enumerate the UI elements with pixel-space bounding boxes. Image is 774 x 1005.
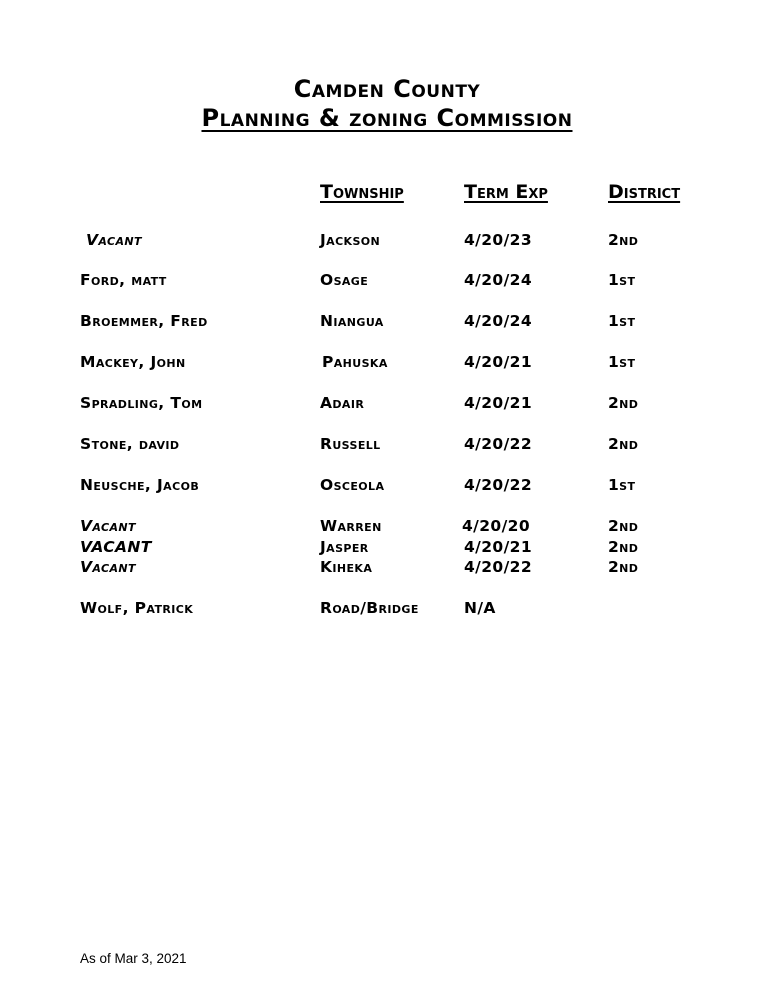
member-term: N/A (464, 599, 496, 617)
member-district: 2nd (608, 231, 639, 249)
member-district: 2nd (608, 394, 639, 412)
member-township: Warren (320, 517, 382, 535)
member-term: 4/20/21 (464, 353, 533, 371)
document-subtitle: Planning & zoning Commission (201, 104, 573, 132)
member-name: Vacant (80, 558, 136, 576)
member-name: Broemmer, Fred (80, 312, 208, 330)
column-header-district: District (608, 181, 681, 203)
member-term: 4/20/21 (464, 394, 533, 412)
member-township: Jasper (320, 538, 369, 556)
member-term: 4/20/21 (464, 538, 533, 556)
document-title: Camden County (293, 75, 481, 103)
member-name: Spradling, Tom (80, 394, 203, 412)
member-district: 2nd (608, 558, 639, 576)
member-district: 1st (608, 312, 636, 330)
member-name: Vacant (80, 517, 136, 535)
member-township: Road/Bridge (320, 599, 419, 617)
member-term: 4/20/20 (462, 517, 531, 535)
member-term: 4/20/22 (464, 558, 533, 576)
member-township: Pahuska (322, 353, 388, 371)
member-name: Neusche, Jacob (80, 476, 200, 494)
member-name: Stone, david (80, 435, 180, 453)
member-township: Niangua (320, 312, 384, 330)
member-district: 2nd (608, 538, 639, 556)
member-term: 4/20/24 (464, 271, 533, 289)
member-township: Adair (320, 394, 365, 412)
member-district: 2nd (608, 435, 639, 453)
member-name: VACANT (80, 538, 152, 556)
member-name: Wolf, Patrick (80, 599, 194, 617)
member-township: Jackson (320, 231, 381, 249)
member-district: 1st (608, 476, 636, 494)
member-term: 4/20/24 (464, 312, 533, 330)
member-township: Kiheka (320, 558, 373, 576)
member-term: 4/20/23 (464, 231, 533, 249)
member-township: Osage (320, 271, 369, 289)
column-header-township: Township (320, 181, 404, 203)
member-district: 2nd (608, 517, 639, 535)
member-district: 1st (608, 353, 636, 371)
member-term: 4/20/22 (464, 476, 533, 494)
member-township: Russell (320, 435, 381, 453)
member-term: 4/20/22 (464, 435, 533, 453)
member-name: Vacant (86, 231, 142, 249)
member-township: Osceola (320, 476, 385, 494)
member-name: Ford, matt (80, 271, 167, 289)
member-district: 1st (608, 271, 636, 289)
member-name: Mackey, John (80, 353, 186, 371)
column-header-term-exp: Term Exp (464, 181, 548, 203)
as-of-date: As of Mar 3, 2021 (80, 951, 187, 966)
